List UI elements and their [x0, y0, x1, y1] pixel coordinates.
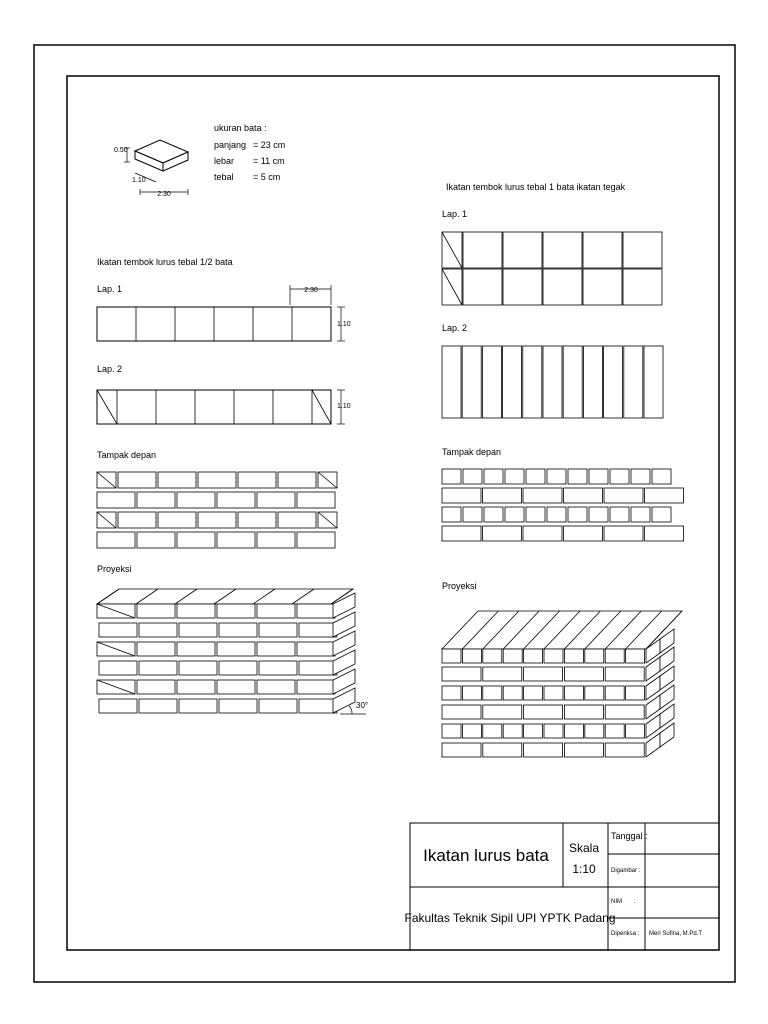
brick [524, 686, 543, 700]
brick [652, 507, 671, 522]
brick [523, 526, 562, 541]
brick [217, 532, 255, 548]
brick [139, 699, 177, 713]
brick [568, 507, 587, 522]
brick [257, 492, 295, 508]
brick [278, 472, 316, 488]
brick [645, 526, 684, 541]
brick [563, 346, 582, 418]
brick [238, 512, 276, 528]
brick [564, 686, 583, 700]
brick [583, 269, 622, 305]
brick [137, 532, 175, 548]
brick [483, 667, 522, 681]
brick [583, 346, 602, 418]
half-front-label: Tampak depan [97, 450, 157, 460]
brick [118, 512, 156, 528]
brick [605, 667, 644, 681]
brick [217, 492, 255, 508]
brick [524, 649, 543, 663]
one-projection-drawing [442, 611, 682, 757]
brick [219, 623, 257, 637]
brick [442, 346, 461, 418]
brick [568, 469, 587, 484]
brick [442, 649, 461, 663]
brick [257, 642, 295, 656]
brick [442, 526, 481, 541]
brick-width-value: = 11 cm [253, 156, 285, 166]
brick [589, 507, 608, 522]
brick [259, 661, 297, 675]
brick [631, 469, 650, 484]
brick [219, 699, 257, 713]
brick [626, 724, 645, 738]
brick [442, 743, 481, 757]
brick [462, 649, 481, 663]
brick-width-label: lebar [214, 156, 235, 166]
brick [483, 649, 502, 663]
brick [217, 604, 255, 618]
checked-by-value: Meri Sufina, M.Pd.T [649, 931, 703, 937]
half-lap2-drawing [97, 390, 351, 424]
brick [442, 724, 461, 738]
brick [503, 724, 522, 738]
brick [564, 488, 603, 503]
brick [442, 686, 461, 700]
half-lap2-thick-dim: 1.10 [337, 403, 351, 410]
brick [604, 526, 643, 541]
brick [585, 649, 604, 663]
brick [631, 507, 650, 522]
half-brick-title: Ikatan tembok lurus tebal 1/2 bata [97, 257, 233, 267]
brick [547, 507, 566, 522]
brick [462, 346, 481, 418]
brick-width-dim: 1.10 [132, 177, 146, 184]
brick [484, 507, 503, 522]
brick [297, 642, 335, 656]
brick [585, 686, 604, 700]
brick [524, 667, 563, 681]
half-lap2-label: Lap. 2 [97, 364, 123, 374]
one-projection-label: Proyeksi [442, 581, 477, 591]
brick-thickness-label: tebal [214, 172, 234, 182]
brick [137, 642, 175, 656]
half-lap1-label: Lap. 1 [97, 284, 123, 294]
brick [442, 469, 461, 484]
one-brick-section [442, 182, 684, 757]
brick-height-dim: 0.50 [114, 147, 128, 154]
brick [623, 232, 662, 268]
brick [604, 488, 643, 503]
brick [483, 724, 502, 738]
brick [564, 743, 603, 757]
brick [139, 623, 177, 637]
brick-size-heading: ukuran bata : [214, 123, 267, 133]
one-lap1-label: Lap. 1 [442, 209, 468, 219]
brick [219, 661, 257, 675]
brick [278, 512, 316, 528]
brick [503, 269, 542, 305]
brick [610, 507, 629, 522]
brick [626, 649, 645, 663]
title-block [405, 823, 720, 950]
brick [198, 472, 236, 488]
brick [179, 661, 217, 675]
brick [198, 512, 236, 528]
brick [297, 604, 335, 618]
brick [544, 649, 563, 663]
brick [179, 623, 217, 637]
brick [483, 488, 522, 503]
brick [524, 724, 543, 738]
one-front-elevation [442, 469, 684, 541]
half-lap1-length-dim: 2.30 [304, 287, 318, 294]
one-brick-title: Ikatan tembok lurus tebal 1 bata ikatan tegak [446, 182, 626, 192]
brick [526, 507, 545, 522]
brick [299, 623, 337, 637]
brick [177, 532, 215, 548]
brick [605, 686, 624, 700]
brick [505, 507, 524, 522]
one-lap2-label: Lap. 2 [442, 323, 468, 333]
brick [137, 680, 175, 694]
brick [462, 724, 481, 738]
one-lap1-drawing [442, 232, 662, 305]
brick [523, 346, 542, 418]
brick [259, 623, 297, 637]
brick [99, 623, 137, 637]
brick [523, 488, 562, 503]
brick [99, 699, 137, 713]
brick [526, 469, 545, 484]
brick [505, 469, 524, 484]
brick [257, 532, 295, 548]
brick [257, 604, 295, 618]
one-front-label: Tampak depan [442, 447, 502, 457]
brick [118, 472, 156, 488]
brick [626, 686, 645, 700]
brick [217, 642, 255, 656]
brick [158, 512, 196, 528]
brick-size-detail [114, 123, 285, 198]
brick [547, 469, 566, 484]
brick [623, 269, 662, 305]
half-lap1-thick-dim: 1.10 [337, 321, 351, 328]
brick [137, 604, 175, 618]
brick [257, 680, 295, 694]
brick [524, 743, 563, 757]
brick [564, 649, 583, 663]
brick [137, 492, 175, 508]
brick [544, 724, 563, 738]
brick [585, 724, 604, 738]
brick [483, 705, 522, 719]
brick [99, 661, 137, 675]
date-label: Tanggal : [611, 831, 648, 841]
brick [462, 686, 481, 700]
brick [605, 705, 644, 719]
brick [483, 743, 522, 757]
brick [605, 743, 644, 757]
brick [463, 232, 502, 268]
brick [442, 667, 481, 681]
brick [645, 488, 684, 503]
brick [564, 667, 603, 681]
brick [297, 680, 335, 694]
half-front-elevation [97, 472, 337, 548]
brick [564, 526, 603, 541]
brick [158, 472, 196, 488]
brick [583, 232, 622, 268]
brick [543, 269, 582, 305]
brick [503, 232, 542, 268]
brick [543, 346, 562, 418]
brick [177, 642, 215, 656]
brick [217, 680, 255, 694]
half-projection-label: Proyeksi [97, 564, 132, 574]
brick [179, 699, 217, 713]
brick [503, 686, 522, 700]
drawn-by-label: Digambar : [611, 868, 641, 874]
brick [484, 469, 503, 484]
brick [299, 661, 337, 675]
brick [297, 532, 335, 548]
brick [442, 488, 481, 503]
one-lap2-drawing [442, 346, 663, 418]
scale-label: Skala [568, 841, 600, 855]
brick [483, 526, 522, 541]
drawing-title: Ikatan lurus bata [423, 846, 549, 865]
brick [543, 232, 582, 268]
brick [139, 661, 177, 675]
brick [605, 724, 624, 738]
brick [97, 532, 135, 548]
brick [483, 686, 502, 700]
brick [463, 507, 482, 522]
brick [299, 699, 337, 713]
brick [177, 492, 215, 508]
brick [652, 469, 671, 484]
brick [482, 346, 501, 418]
brick-thickness-value: = 5 cm [253, 172, 281, 182]
half-brick-section [97, 257, 368, 714]
brick-length-label: panjang [214, 140, 247, 150]
brick [259, 699, 297, 713]
half-projection-angle: 30° [356, 701, 369, 710]
brick-length-dim: 2.30 [157, 191, 171, 198]
scale-value: 1:10 [572, 862, 596, 876]
brick [297, 492, 335, 508]
brick [503, 649, 522, 663]
brick [177, 680, 215, 694]
brick [97, 492, 135, 508]
brick [524, 705, 563, 719]
brick [442, 705, 481, 719]
brick [564, 705, 603, 719]
brick [544, 686, 563, 700]
half-projection-drawing [97, 589, 355, 713]
brick [238, 472, 276, 488]
institution-name: Fakultas Teknik Sipil UPI YPTK Padang [404, 911, 616, 925]
brick [610, 469, 629, 484]
nim-label: NIM : [611, 899, 636, 905]
checked-by-label: Diperiksa : [611, 931, 640, 937]
brick [503, 346, 522, 418]
brick [605, 649, 624, 663]
brick [589, 469, 608, 484]
brick [624, 346, 643, 418]
half-lap1-drawing [97, 285, 351, 341]
brick [463, 269, 502, 305]
brick [644, 346, 663, 418]
brick-3d-icon [135, 140, 188, 171]
brick [442, 507, 461, 522]
brick [564, 724, 583, 738]
brick [604, 346, 623, 418]
brick [463, 469, 482, 484]
brick-length-value: = 23 cm [253, 140, 286, 150]
brick [177, 604, 215, 618]
